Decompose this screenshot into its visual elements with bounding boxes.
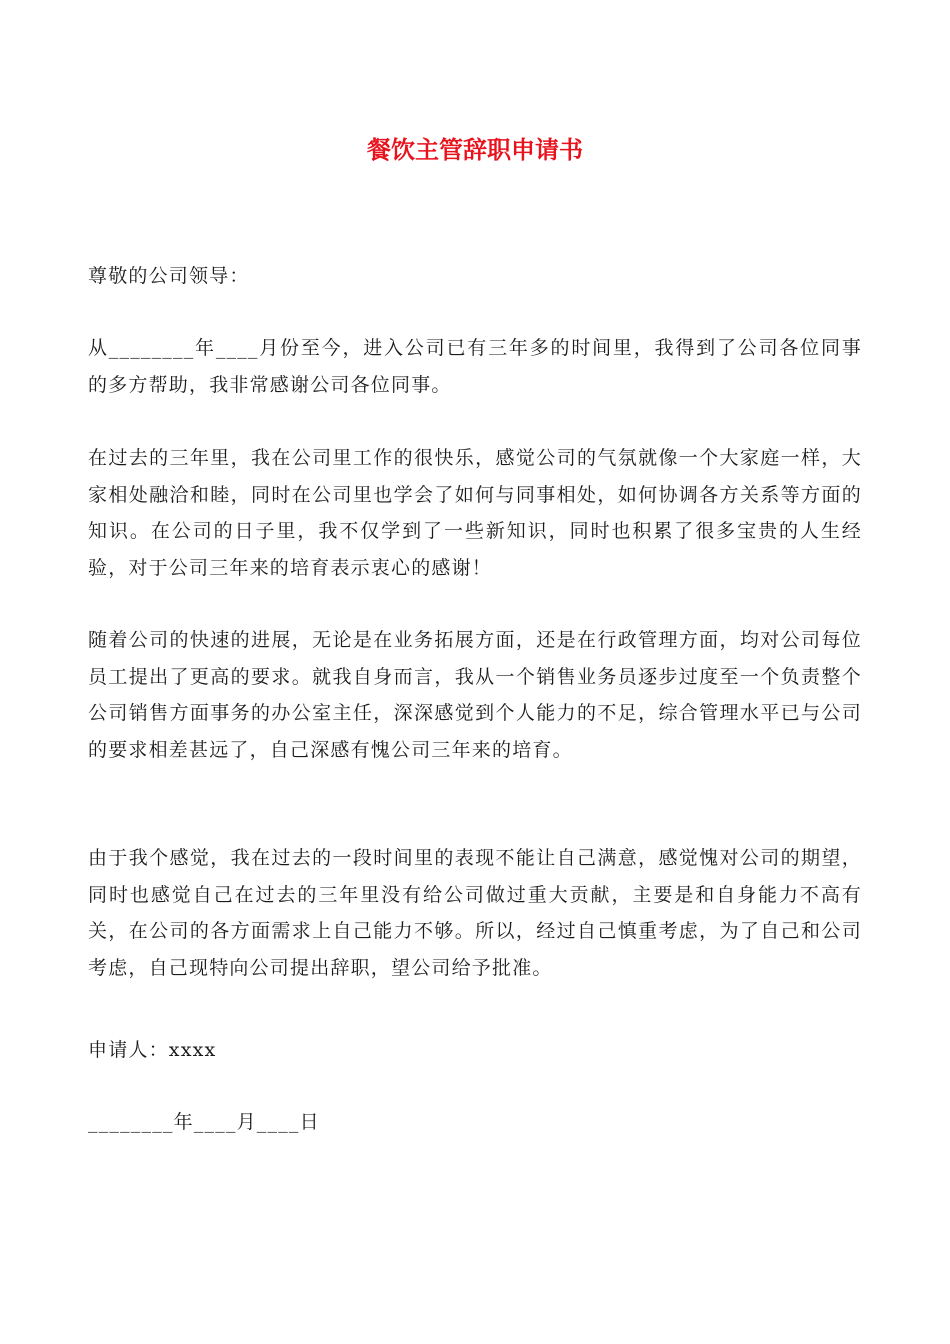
paragraph-3: 随着公司的快速的进展，无论是在业务拓展方面，还是在行政管理方面，均对公司每位员工提出了更高的要求。就我自身而言，我从一个销售业务员逐步过度至一个负责整个公司销售方面事务的办公室主任，深深感觉到个人能力的不足，综合管理水平已与公司的要求相差甚远了，自己深感有愧公司三年来的培育。 xyxy=(88,629,862,761)
date-line: ________年____月____日 xyxy=(88,1111,320,1133)
paragraph-1: 从________年____月份至今，进入公司已有三年多的时间里，我得到了公司各位同事的多方帮助，我非常感谢公司各位同事。 xyxy=(88,337,862,396)
applicant-line: 申请人：xxxx xyxy=(88,1039,217,1061)
salutation: 尊敬的公司领导： xyxy=(88,265,250,287)
paragraph-2: 在过去的三年里，我在公司里工作的很快乐，感觉公司的气氛就像一个大家庭一样，大家相处融洽和睦，同时在公司里也学会了如何与同事相处，如何协调各方关系等方面的知识。在公司的日子里，我不仅学到了一些新知识，同时也积累了很多宝贵的人生经验，对于公司三年来的培育表示衷心的感谢！ xyxy=(88,447,862,579)
paragraph-4: 由于我个感觉，我在过去的一段时间里的表现不能让自己满意，感觉愧对公司的期望，同时也感觉自己在过去的三年里没有给公司做过重大贡献，主要是和自身能力不高有关，在公司的各方面需求上自己能力不够。所以，经过自己慎重考虑，为了自己和公司考虑，自己现特向公司提出辞职，望公司给予批准。 xyxy=(88,847,862,979)
document-title: 餐饮主管辞职申请书 xyxy=(367,136,583,164)
